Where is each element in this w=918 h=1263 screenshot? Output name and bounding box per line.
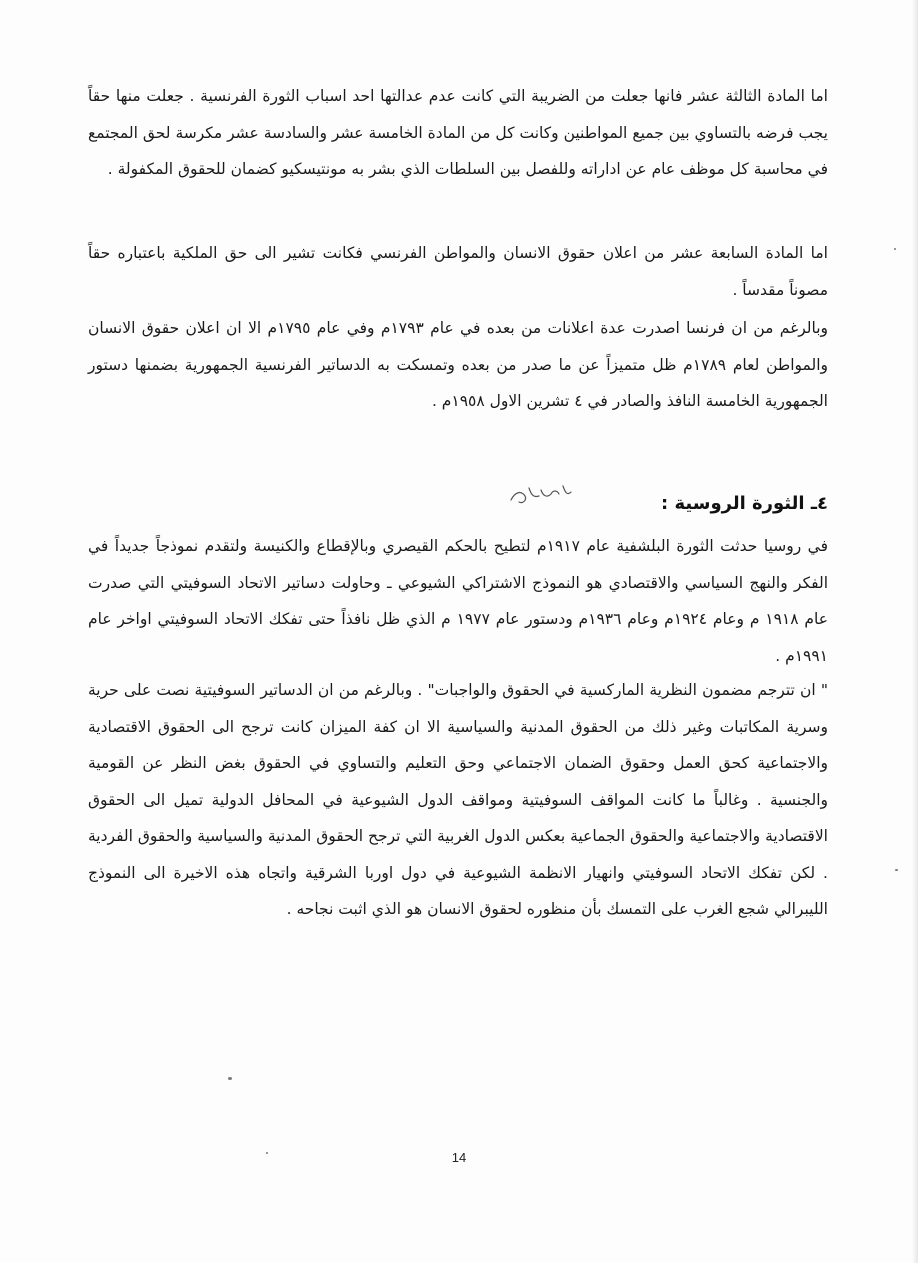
section-heading-russian-revolution: ٤ـ الثورة الروسية : xyxy=(661,493,828,514)
paragraph-article-13-15-16: اما المادة الثالثة عشر فانها جعلت من الضريبة التي كانت عدم عدالتها احد اسباب الثورة الفرنسية . جعلت منها حقاً يجب فرضه بالتساوي بين جميع المواطنين وكانت كل من المادة الخامسة عشر والسادسة عشر مكرسة لحق المجتمع في محاسبة كل موظف عام عن اداراته وللفصل بين السلطات الذي بشر به مونتيسكيو كضمان للحقوق المكفولة . xyxy=(88,87,828,178)
scan-speck xyxy=(894,248,896,250)
paragraph-soviet-constitutions: " ان تترجم مضمون النظرية الماركسية في الحقوق والواجبات" . وبالرغم من ان الدساتير السوفيتية نصت على حرية وسرية المكاتبات وغير ذلك من الحقوق المدنية والسياسية الا ان كفة الميزان كانت ترجح الى الحقوق الاقتصادية والاجتماعية كحق العمل وحقوق الضمان الاجتماعي وحق التعليم والتساوي في الحقوق بغض النظر عن القومية والجنسية . وغالباً ما كانت المواقف السوفيتية ومواقف الدول الشيوعية في المحافل الدولية تميل الى الحقوق الاقتصادية والاجتماعية والحقوق الجماعية بعكس الدول الغربية التي ترجح الحقوق المدنية والسياسية والحقوق الفردية . لكن تفكك الاتحاد السوفيتي وانهيار الانظمة الشيوعية في دول اوربا الشرقية واتجاه هذه الاخيرة الى النموذج الليبرالي شجع الغرب على التمسك بأن منظوره لحقوق الانسان هو الذي اثبت نجاحه . xyxy=(88,681,828,918)
paragraph-article-17: اما المادة السابعة عشر من اعلان حقوق الانسان والمواطن الفرنسي فكانت تشير الى حق الملكية باعتباره حقاً مصوناً مقدساً . xyxy=(88,244,828,299)
page-number: 14 xyxy=(451,1150,467,1165)
scan-edge-shadow xyxy=(912,0,918,1263)
scan-speck xyxy=(895,869,898,871)
paragraph-bolshevik-revolution: في روسيا حدثت الثورة البلشفية عام ١٩١٧م لتطيح بالحكم القيصري وبالإقطاع والكنيسة ولتقدم نموذجاً جديداً في الفكر والنهج السياسي والاقتصادي هو النموذج الاشتراكي الشيوعي ـ وحاولت دساتير الاتحاد السوفيتي التي صدرت عام ١٩١٨ م وعام ١٩٢٤م وعام ١٩٣٦م ودستور عام ١٩٧٧ م الذي ظل نافذاً حتى تفكك الاتحاد السوفيتي اواخر عام ١٩٩١م . xyxy=(88,537,828,665)
handwritten-annotation xyxy=(505,478,575,510)
scan-speck xyxy=(266,1152,268,1154)
scan-speck xyxy=(228,1077,232,1080)
paragraph-later-declarations: وبالرغم من ان فرنسا اصدرت عدة اعلانات من بعده في عام ١٧٩٣م وفي عام ١٧٩٥م الا ان اعلان حقوق الانسان والمواطن لعام ١٧٨٩م ظل متميزاً عن ما صدر من بعده وتمسكت به الدساتير الفرنسية الجمهورية بضمنها دستور الجمهورية الخامسة النافذ والصادر في ٤ تشرين الاول ١٩٥٨م . xyxy=(88,319,828,410)
